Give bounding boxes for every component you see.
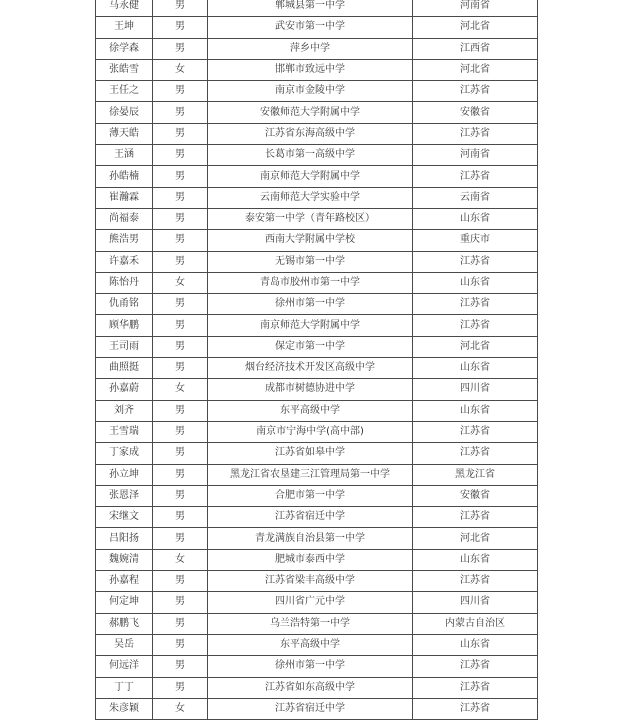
gender-cell: 男 bbox=[153, 421, 208, 442]
table-row bbox=[96, 230, 538, 251]
name-cell: 崔瀚霖 bbox=[96, 187, 153, 208]
gender-cell: 女 bbox=[153, 59, 208, 80]
gender-cell: 男 bbox=[153, 677, 208, 698]
table-row bbox=[96, 613, 538, 634]
name-cell: 刘齐 bbox=[96, 400, 153, 421]
school-cell: 乌兰浩特第一中学 bbox=[208, 613, 413, 634]
province-cell: 河北省 bbox=[413, 528, 538, 549]
name-cell: 薄天皓 bbox=[96, 123, 153, 144]
province-cell: 江苏省 bbox=[413, 698, 538, 719]
table-row bbox=[96, 400, 538, 421]
name-cell: 徐晏辰 bbox=[96, 102, 153, 123]
school-cell: 南京市宁海中学(高中部) bbox=[208, 421, 413, 442]
student-table-body bbox=[96, 0, 538, 720]
gender-cell: 男 bbox=[153, 38, 208, 59]
table-row bbox=[96, 379, 538, 400]
school-cell: 长葛市第一高级中学 bbox=[208, 145, 413, 166]
table-row bbox=[96, 464, 538, 485]
gender-cell: 女 bbox=[153, 549, 208, 570]
school-cell: 徐州市第一中学 bbox=[208, 656, 413, 677]
province-cell: 江苏省 bbox=[413, 315, 538, 336]
table-row bbox=[96, 315, 538, 336]
province-cell: 江苏省 bbox=[413, 251, 538, 272]
school-cell: 南京师范大学附属中学 bbox=[208, 315, 413, 336]
gender-cell: 女 bbox=[153, 272, 208, 293]
gender-cell: 男 bbox=[153, 485, 208, 506]
province-cell: 河南省 bbox=[413, 0, 538, 17]
province-cell: 江苏省 bbox=[413, 123, 538, 144]
name-cell: 熊浩男 bbox=[96, 230, 153, 251]
gender-cell: 男 bbox=[153, 102, 208, 123]
table-row bbox=[96, 187, 538, 208]
gender-cell: 男 bbox=[153, 315, 208, 336]
province-cell: 江西省 bbox=[413, 38, 538, 59]
school-cell: 烟台经济技术开发区高级中学 bbox=[208, 358, 413, 379]
gender-cell: 男 bbox=[153, 123, 208, 144]
table-row bbox=[96, 81, 538, 102]
province-cell: 山东省 bbox=[413, 272, 538, 293]
table-row bbox=[96, 208, 538, 229]
table-row bbox=[96, 59, 538, 80]
gender-cell: 男 bbox=[153, 230, 208, 251]
name-cell: 王任之 bbox=[96, 81, 153, 102]
province-cell: 山东省 bbox=[413, 208, 538, 229]
gender-cell: 男 bbox=[153, 400, 208, 421]
province-cell: 云南省 bbox=[413, 187, 538, 208]
province-cell: 山东省 bbox=[413, 549, 538, 570]
name-cell: 张皓雪 bbox=[96, 59, 153, 80]
table-row bbox=[96, 251, 538, 272]
name-cell: 朱彦颖 bbox=[96, 698, 153, 719]
table-row bbox=[96, 549, 538, 570]
school-cell: 合肥市第一中学 bbox=[208, 485, 413, 506]
table-row bbox=[96, 123, 538, 144]
school-cell: 邯郸市致远中学 bbox=[208, 59, 413, 80]
name-cell: 陈怡丹 bbox=[96, 272, 153, 293]
gender-cell: 男 bbox=[153, 358, 208, 379]
name-cell: 王涵 bbox=[96, 145, 153, 166]
name-cell: 宋继文 bbox=[96, 507, 153, 528]
table-row bbox=[96, 294, 538, 315]
table-row bbox=[96, 443, 538, 464]
school-cell: 无锡市第一中学 bbox=[208, 251, 413, 272]
table-row bbox=[96, 358, 538, 379]
school-cell: 武安市第一中学 bbox=[208, 17, 413, 38]
school-cell: 江苏省梁丰高级中学 bbox=[208, 571, 413, 592]
name-cell: 何远洋 bbox=[96, 656, 153, 677]
gender-cell: 男 bbox=[153, 145, 208, 166]
province-cell: 江苏省 bbox=[413, 571, 538, 592]
school-cell: 徐州市第一中学 bbox=[208, 294, 413, 315]
province-cell: 山东省 bbox=[413, 634, 538, 655]
province-cell: 江苏省 bbox=[413, 443, 538, 464]
table-row bbox=[96, 528, 538, 549]
school-cell: 西南大学附属中学校 bbox=[208, 230, 413, 251]
table-row bbox=[96, 17, 538, 38]
name-cell: 王雪瑞 bbox=[96, 421, 153, 442]
school-cell: 东平高级中学 bbox=[208, 634, 413, 655]
school-cell: 江苏省东海高级中学 bbox=[208, 123, 413, 144]
name-cell: 仇甬铭 bbox=[96, 294, 153, 315]
gender-cell: 女 bbox=[153, 379, 208, 400]
name-cell: 许嘉禾 bbox=[96, 251, 153, 272]
table-row bbox=[96, 421, 538, 442]
province-cell: 河北省 bbox=[413, 59, 538, 80]
name-cell: 丁家成 bbox=[96, 443, 153, 464]
table-row bbox=[96, 485, 538, 506]
province-cell: 重庆市 bbox=[413, 230, 538, 251]
province-cell: 河南省 bbox=[413, 145, 538, 166]
table-row bbox=[96, 272, 538, 293]
school-cell: 四川省广元中学 bbox=[208, 592, 413, 613]
school-cell: 保定市第一中学 bbox=[208, 336, 413, 357]
name-cell: 马永健 bbox=[96, 0, 153, 17]
gender-cell: 男 bbox=[153, 613, 208, 634]
school-cell: 青龙满族自治县第一中学 bbox=[208, 528, 413, 549]
table-row bbox=[96, 571, 538, 592]
table-row bbox=[96, 166, 538, 187]
province-cell: 江苏省 bbox=[413, 81, 538, 102]
school-cell: 南京市金陵中学 bbox=[208, 81, 413, 102]
gender-cell: 男 bbox=[153, 464, 208, 485]
name-cell: 郝鹏飞 bbox=[96, 613, 153, 634]
name-cell: 丁丁 bbox=[96, 677, 153, 698]
school-cell: 青岛市胶州市第一中学 bbox=[208, 272, 413, 293]
gender-cell: 男 bbox=[153, 208, 208, 229]
province-cell: 江苏省 bbox=[413, 166, 538, 187]
name-cell: 何定坤 bbox=[96, 592, 153, 613]
name-cell: 王坤 bbox=[96, 17, 153, 38]
name-cell: 孙立坤 bbox=[96, 464, 153, 485]
province-cell: 江苏省 bbox=[413, 677, 538, 698]
name-cell: 王司雨 bbox=[96, 336, 153, 357]
name-cell: 孙皓楠 bbox=[96, 166, 153, 187]
province-cell: 黑龙江省 bbox=[413, 464, 538, 485]
province-cell: 江苏省 bbox=[413, 507, 538, 528]
name-cell: 孙嘉程 bbox=[96, 571, 153, 592]
province-cell: 河北省 bbox=[413, 17, 538, 38]
school-cell: 安徽师范大学附属中学 bbox=[208, 102, 413, 123]
gender-cell: 男 bbox=[153, 571, 208, 592]
province-cell: 河北省 bbox=[413, 336, 538, 357]
school-cell: 肥城市泰西中学 bbox=[208, 549, 413, 570]
province-cell: 内蒙古自治区 bbox=[413, 613, 538, 634]
province-cell: 安徽省 bbox=[413, 485, 538, 506]
school-cell: 成都市树德协进中学 bbox=[208, 379, 413, 400]
gender-cell: 男 bbox=[153, 592, 208, 613]
gender-cell: 男 bbox=[153, 634, 208, 655]
table-row bbox=[96, 677, 538, 698]
school-cell: 黑龙江省农垦建三江管理局第一中学 bbox=[208, 464, 413, 485]
table-row bbox=[96, 592, 538, 613]
school-cell: 江苏省如东高级中学 bbox=[208, 677, 413, 698]
school-cell: 萍乡中学 bbox=[208, 38, 413, 59]
school-cell: 东平高级中学 bbox=[208, 400, 413, 421]
province-cell: 江苏省 bbox=[413, 421, 538, 442]
gender-cell: 男 bbox=[153, 443, 208, 464]
name-cell: 吴岳 bbox=[96, 634, 153, 655]
table-row bbox=[96, 656, 538, 677]
school-cell: 郸城县第一中学 bbox=[208, 0, 413, 17]
province-cell: 四川省 bbox=[413, 592, 538, 613]
gender-cell: 男 bbox=[153, 656, 208, 677]
name-cell: 吕阳扬 bbox=[96, 528, 153, 549]
name-cell: 孙嘉蔚 bbox=[96, 379, 153, 400]
name-cell: 曲照挺 bbox=[96, 358, 153, 379]
table-row bbox=[96, 38, 538, 59]
province-cell: 山东省 bbox=[413, 400, 538, 421]
province-cell: 江苏省 bbox=[413, 656, 538, 677]
school-cell: 云南师范大学实验中学 bbox=[208, 187, 413, 208]
table-row bbox=[96, 336, 538, 357]
province-cell: 江苏省 bbox=[413, 294, 538, 315]
table-row bbox=[96, 507, 538, 528]
name-cell: 尚福泰 bbox=[96, 208, 153, 229]
name-cell: 张恩泽 bbox=[96, 485, 153, 506]
province-cell: 安徽省 bbox=[413, 102, 538, 123]
gender-cell: 男 bbox=[153, 187, 208, 208]
gender-cell: 男 bbox=[153, 0, 208, 17]
gender-cell: 男 bbox=[153, 17, 208, 38]
table-row bbox=[96, 102, 538, 123]
gender-cell: 男 bbox=[153, 251, 208, 272]
province-cell: 四川省 bbox=[413, 379, 538, 400]
name-cell: 徐学森 bbox=[96, 38, 153, 59]
table-row bbox=[96, 145, 538, 166]
school-cell: 江苏省宿迁中学 bbox=[208, 507, 413, 528]
school-cell: 泰安第一中学（青年路校区） bbox=[208, 208, 413, 229]
school-cell: 江苏省如皋中学 bbox=[208, 443, 413, 464]
gender-cell: 男 bbox=[153, 166, 208, 187]
gender-cell: 男 bbox=[153, 507, 208, 528]
name-cell: 顾华鹏 bbox=[96, 315, 153, 336]
gender-cell: 男 bbox=[153, 81, 208, 102]
table-row bbox=[96, 698, 538, 719]
school-cell: 江苏省宿迁中学 bbox=[208, 698, 413, 719]
name-cell: 魏婉清 bbox=[96, 549, 153, 570]
gender-cell: 男 bbox=[153, 294, 208, 315]
table-row bbox=[96, 0, 538, 17]
student-table bbox=[95, 0, 538, 720]
gender-cell: 男 bbox=[153, 528, 208, 549]
gender-cell: 女 bbox=[153, 698, 208, 719]
province-cell: 山东省 bbox=[413, 358, 538, 379]
gender-cell: 男 bbox=[153, 336, 208, 357]
table-row bbox=[96, 634, 538, 655]
school-cell: 南京师范大学附属中学 bbox=[208, 166, 413, 187]
